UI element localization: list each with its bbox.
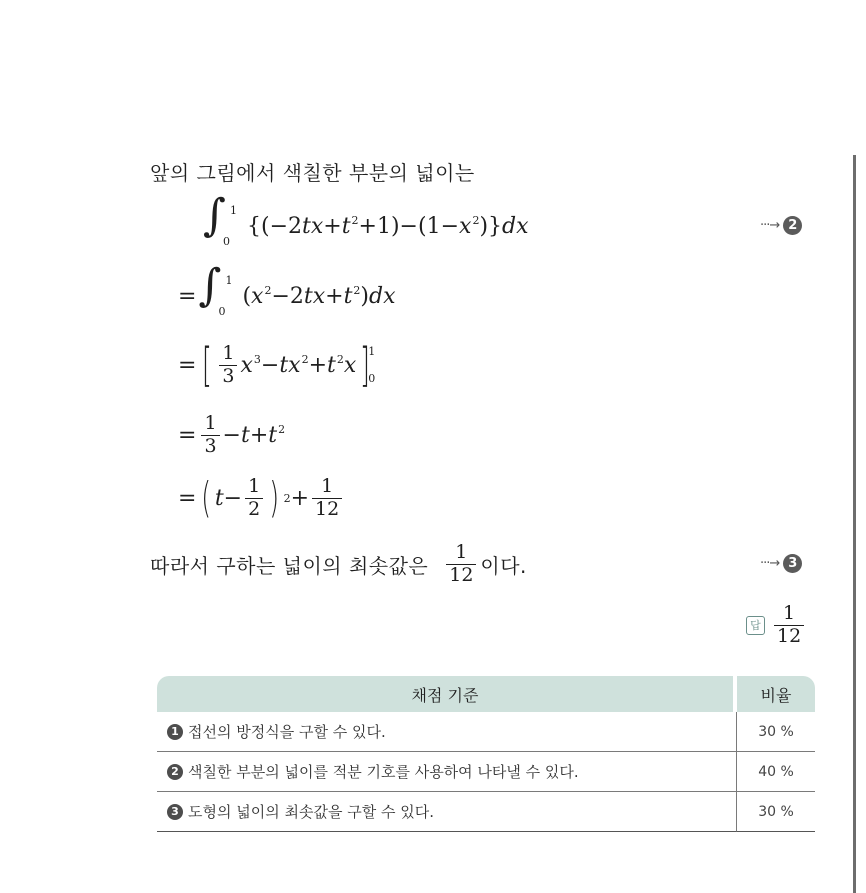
answer-fraction: $\frac{1}{12}$ [774,604,804,647]
answer [746,604,807,647]
step-2-marker: ···→ 2 [760,216,802,235]
header-criteria: 채점 기준 [157,676,737,712]
evaluated-result: = $\frac{1}{3}$ $-t+t^2$ [178,411,286,457]
header-ratio: 비율 [737,676,815,712]
circle-3-icon: 3 [783,554,802,573]
ratio-value: 30 % [737,712,815,752]
circle-2-icon: 2 [783,216,802,235]
right-margin-rule [853,155,856,893]
conclusion-suffix: 이다. [480,553,527,578]
criteria-text: 도형의 넓이의 최솟값을 구할 수 있다. [188,803,434,821]
circle-3-icon: 3 [167,804,183,820]
min-value-fraction: $\frac{1}{12}$ [446,543,476,586]
answer-icon: 답 [746,616,765,635]
criteria-text: 접선의 방정식을 구할 수 있다. [188,723,386,741]
integral-sign: ∫ 1 0 [198,260,233,318]
circle-2-icon: 2 [167,764,183,780]
intro-text: 앞의 그림에서 색칠한 부분의 넓이는 [150,160,475,185]
table-row [157,712,815,752]
ratio-value: 30 % [737,792,815,832]
integral-simplified: = ∫ 1 0 $(x^2-2tx+t^2)dx$ [178,260,396,318]
grading-table [157,676,815,832]
completed-square: = ( t− $\frac{1}{2}$ ) 2 + $\frac{1}{12}$ [178,476,345,520]
integral-sign: ∫ 1 0 [203,190,237,248]
conclusion-text: 따라서 구하는 넓이의 최솟값은 [150,553,429,578]
conclusion [150,542,527,586]
table-row [157,752,815,792]
step-3-marker: ···→ 3 [760,554,802,573]
ratio-value: 40 % [737,752,815,792]
criteria-text: 색칠한 부분의 넓이를 적분 기호를 사용하여 나타낼 수 있다. [188,763,579,781]
integral-setup: ∫ 1 0 $\{(-2tx+t^2+1)-(1-x^2)\}dx$ [203,190,529,248]
antiderivative: = [ $\frac{1}{3}$ $x^3-tx^2+t^2x$ ] 1 0 [178,338,376,392]
table-row [157,792,815,832]
circle-1-icon: 1 [167,724,183,740]
